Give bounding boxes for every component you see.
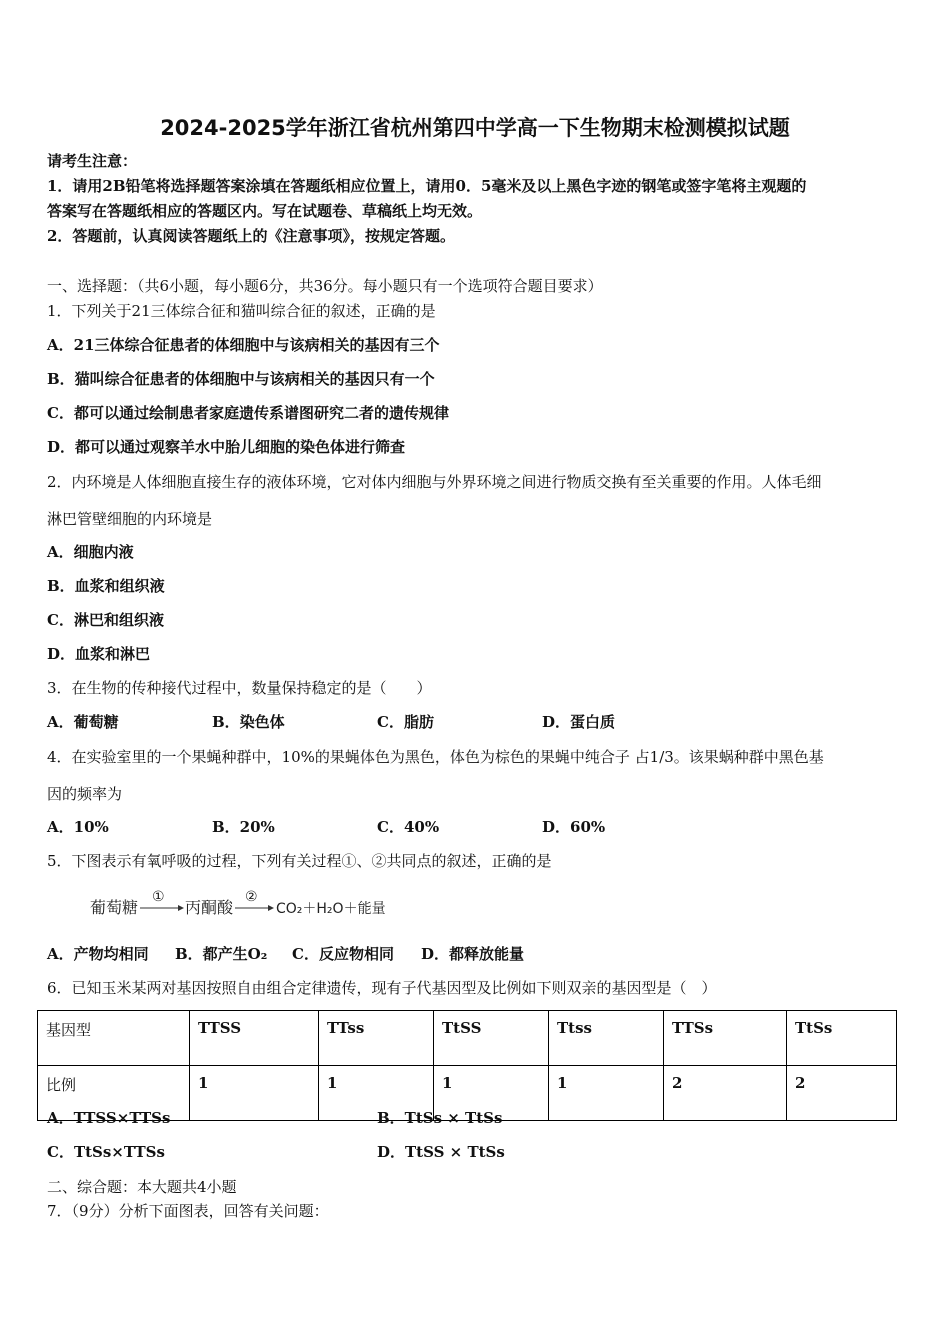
question-4-option-c: C．40% <box>377 818 440 836</box>
table-cell: 1 <box>434 1066 549 1121</box>
diagram-middle-label: 丙酮酸 <box>185 898 234 917</box>
diagram-step-1-label: ① <box>152 889 165 905</box>
section-1-heading: 一、选择题：（共6小题，每小题6分，共36分。每小题只有一个选项符合题目要求） <box>47 277 603 295</box>
question-6-option-b: B．TtSs × TtSs <box>377 1109 503 1127</box>
question-6-stem: 6．已知玉米某两对基因按照自由组合定律遗传，现有子代基因型及比例如下则双亲的基因型是（ ） <box>47 979 717 997</box>
question-5-option-b: B．都产生O₂ <box>175 945 268 963</box>
question-3-option-d: D．蛋白质 <box>542 713 616 731</box>
question-2-option-c: C．淋巴和组织液 <box>47 611 164 629</box>
table-header-cell: TTss <box>319 1011 434 1066</box>
diagram-arrowhead-2 <box>268 905 274 911</box>
table-cell: 2 <box>664 1066 787 1121</box>
notice-item-1-line-1: 1．请用2B铅笔将选择题答案涂填在答题纸相应位置上，请用0．5毫米及以上黑色字迹的钢笔或签字笔将主观题的 <box>47 177 807 195</box>
question-1-option-c: C．都可以通过绘制患者家庭遗传系谱图研究二者的遗传规律 <box>47 404 449 422</box>
question-6-option-c: C．TtSs×TTSs <box>47 1143 165 1161</box>
question-1-option-a: A．21三体综合征患者的体细胞中与该病相关的基因有三个 <box>47 336 440 354</box>
diagram-arrowhead-1 <box>178 905 184 911</box>
question-4-option-a: A．10% <box>47 818 109 836</box>
question-4-stem-line-1: 4．在实验室里的一个果蝇种群中，10%的果蝇体色为黑色，体色为棕色的果蝇中纯合子 占1/3。该果蜗种群中黑色基 <box>47 748 824 766</box>
table-header-cell: Ttss <box>549 1011 664 1066</box>
table-header-cell: TTSS <box>190 1011 319 1066</box>
question-2-option-b: B．血浆和组织液 <box>47 577 165 595</box>
table-cell: 比例 <box>38 1066 190 1121</box>
diagram-start-label: 葡萄糖 <box>90 898 139 917</box>
table-header-cell: TTSs <box>664 1011 787 1066</box>
table-header-row <box>38 1011 897 1066</box>
table-cell: 1 <box>549 1066 664 1121</box>
table-cell: 1 <box>190 1066 319 1121</box>
question-1-stem: 1．下列关于21三体综合征和猫叫综合征的叙述，正确的是 <box>47 302 436 320</box>
question-4-option-b: B．20% <box>212 818 275 836</box>
question-3-option-b: B．染色体 <box>212 713 285 731</box>
page-title: 2024-2025学年浙江省杭州第四中学高一下生物期末检测模拟试题 <box>160 116 790 140</box>
question-6-option-a: A．TTSS×TTSs <box>47 1109 171 1127</box>
table-header-cell: 基因型 <box>38 1011 190 1066</box>
table-header-cell: TtSs <box>787 1011 897 1066</box>
question-2-stem-line-2: 淋巴管壁细胞的内环境是 <box>47 510 213 528</box>
question-3-option-c: C．脂肪 <box>377 713 434 731</box>
question-4-option-d: D．60% <box>542 818 606 836</box>
question-1-option-d: D．都可以通过观察羊水中胎儿细胞的染色体进行筛查 <box>47 438 406 456</box>
question-5-stem: 5．下图表示有氧呼吸的过程，下列有关过程①、②共同点的叙述，正确的是 <box>47 852 552 870</box>
notice-heading: 请考生注意： <box>47 152 138 170</box>
section-2-heading: 二、综合题：本大题共4小题 <box>47 1178 237 1196</box>
question-5-option-d: D．都释放能量 <box>421 945 525 963</box>
question-1-option-b: B．猫叫综合征患者的体细胞中与该病相关的基因只有一个 <box>47 370 435 388</box>
question-5-option-c: C．反应物相同 <box>292 945 394 963</box>
genotype-table <box>37 1010 897 1121</box>
respiration-diagram <box>88 888 398 924</box>
question-5-option-a: A．产物均相同 <box>47 945 149 963</box>
notice-item-1-line-2: 答案写在答题纸相应的答题区内。写在试题卷、草稿纸上均无效。 <box>47 202 483 220</box>
table-cell: 2 <box>787 1066 897 1121</box>
diagram-step-2-label: ② <box>245 889 258 905</box>
question-3-stem: 3．在生物的传种接代过程中，数量保持稳定的是（ ） <box>47 679 432 697</box>
diagram-end-label: CO₂＋H₂O＋能量 <box>276 901 386 917</box>
question-3-option-a: A．葡萄糖 <box>47 713 119 731</box>
question-2-option-d: D．血浆和淋巴 <box>47 645 151 663</box>
question-2-option-a: A．细胞内液 <box>47 543 134 561</box>
question-2-stem-line-1: 2．内环境是人体细胞直接生存的液体环境，它对体内细胞与外界环境之间进行物质交换有至关重要的作用。人体毛细 <box>47 473 822 491</box>
table-header-cell: TtSS <box>434 1011 549 1066</box>
question-7-stem: 7．（9分）分析下面图表，回答有关问题： <box>47 1202 329 1220</box>
question-4-stem-line-2: 因的频率为 <box>47 785 123 803</box>
notice-item-2: 2．答题前，认真阅读答题纸上的《注意事项》，按规定答题。 <box>47 227 455 245</box>
table-cell: 1 <box>319 1066 434 1121</box>
question-6-option-d: D．TtSS × TtSs <box>377 1143 505 1161</box>
